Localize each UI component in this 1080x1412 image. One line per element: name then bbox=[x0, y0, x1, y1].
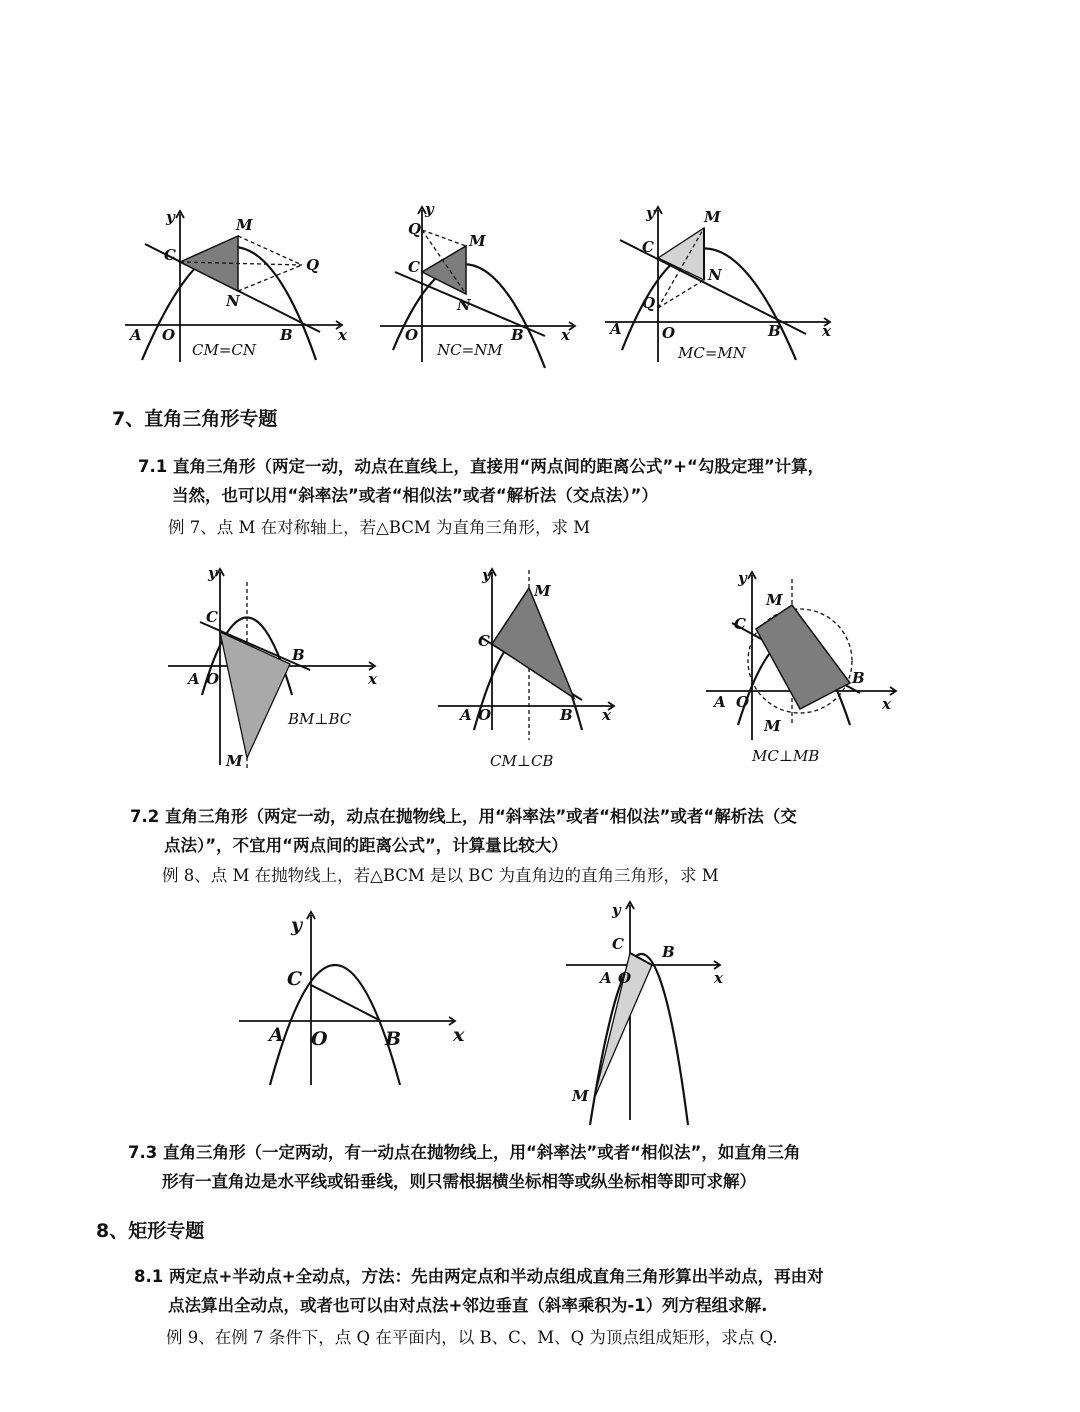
label-b: B bbox=[662, 943, 675, 961]
label-x: x bbox=[714, 969, 723, 987]
figure-cm-equals-cn bbox=[120, 200, 350, 370]
section-8-heading: 8、矩形专题 bbox=[96, 1220, 205, 1242]
label-o: O bbox=[618, 969, 632, 987]
shaded-triangle-bcm bbox=[220, 632, 290, 758]
label-m: M bbox=[534, 582, 551, 600]
paragraph-line: 7.1 直角三角形（两定一动，动点在直线上，直接用“两点间的距离公式”+“勾股定理”计算， bbox=[138, 457, 825, 476]
label-c: C bbox=[206, 608, 218, 626]
figure-caption: MC⊥MB bbox=[752, 747, 820, 765]
label-y: y bbox=[646, 204, 655, 222]
label-y: y bbox=[738, 569, 747, 587]
label-y: y bbox=[291, 914, 303, 936]
label-m: M bbox=[469, 232, 486, 250]
label-b: B bbox=[280, 326, 293, 344]
section-7-heading: 7、直角三角形专题 bbox=[112, 408, 278, 430]
paragraph-line: 7.3 直角三角形（一定两动，有一动点在抛物线上，用“斜率法”或者“相似法”，如直角三角 bbox=[128, 1143, 801, 1162]
label-m: M bbox=[704, 208, 721, 226]
label-x: x bbox=[822, 322, 831, 340]
label-q: Q bbox=[408, 220, 422, 238]
paragraph-line: 8.1 两定点+半动点+全动点，方法：先由两定点和半动点组成直角三角形算出半动点，再由对 bbox=[134, 1267, 824, 1286]
label-c: C bbox=[642, 238, 654, 256]
label-a: A bbox=[188, 670, 200, 688]
label-x: x bbox=[368, 670, 377, 688]
label-o: O bbox=[405, 326, 419, 344]
label-b: B bbox=[852, 669, 865, 687]
figure-mc-equals-mn bbox=[600, 200, 840, 370]
figure-example-8-a bbox=[235, 905, 485, 1095]
figure-caption: CM⊥CB bbox=[490, 752, 554, 770]
label-c: C bbox=[734, 615, 746, 633]
label-o: O bbox=[206, 670, 220, 688]
label-c: C bbox=[612, 935, 624, 953]
label-y: y bbox=[166, 208, 175, 226]
example-8: 例 8、点 M 在抛物线上，若△BCM 是以 BC 为直角边的直角三角形，求 M bbox=[162, 866, 719, 885]
paragraph-line: 形有一直角边是水平线或铅垂线，则只需根据横坐标相等或纵坐标相等即可求解） bbox=[162, 1172, 756, 1191]
label-b: B bbox=[511, 326, 524, 344]
label-c: C bbox=[478, 632, 490, 650]
label-c: C bbox=[408, 258, 420, 276]
label-o: O bbox=[662, 324, 676, 342]
paragraph-7-1 bbox=[138, 452, 1038, 510]
figure-mc-perp-mb bbox=[700, 565, 910, 775]
paragraph-7-2 bbox=[130, 802, 1050, 860]
label-m-top: M bbox=[766, 591, 783, 609]
paragraph-8-1 bbox=[134, 1262, 1054, 1320]
label-q: Q bbox=[642, 294, 656, 312]
label-m: M bbox=[572, 1087, 589, 1105]
label-q: Q bbox=[306, 256, 320, 274]
label-c: C bbox=[164, 246, 176, 264]
label-a: A bbox=[460, 706, 472, 724]
paragraph-7-3 bbox=[128, 1138, 1048, 1196]
label-b: B bbox=[292, 646, 305, 664]
label-n: N bbox=[708, 266, 722, 284]
paragraph-line: 点法）”，不宜用“两点间的距离公式”，计算量比较大） bbox=[164, 836, 568, 855]
paragraph-line: 点法算出全动点，或者也可以由对点法+邻边垂直（斜率乘积为-1）列方程组求解. bbox=[168, 1296, 768, 1315]
label-a: A bbox=[130, 326, 142, 344]
figure-nc-equals-nm bbox=[375, 200, 590, 370]
label-m-bottom: M bbox=[764, 717, 781, 735]
label-b: B bbox=[560, 706, 573, 724]
paragraph-line: 当然，也可以用“斜率法”或者“相似法”或者“解析法（交点法）”） bbox=[172, 486, 658, 505]
figure-caption: BM⊥BC bbox=[288, 710, 352, 728]
label-y: y bbox=[612, 901, 621, 919]
shaded-triangle-bcm bbox=[492, 588, 574, 698]
label-x: x bbox=[561, 326, 570, 344]
label-a: A bbox=[269, 1024, 284, 1046]
figure-example-8-b bbox=[560, 895, 740, 1125]
shaded-rectangle bbox=[756, 605, 850, 709]
label-n: N bbox=[226, 292, 240, 310]
figure-caption: MC=MN bbox=[678, 344, 746, 362]
figure-cm-perp-cb bbox=[432, 560, 632, 775]
label-y: y bbox=[425, 200, 434, 218]
label-o: O bbox=[311, 1028, 328, 1050]
label-c: C bbox=[287, 968, 303, 990]
label-o: O bbox=[478, 706, 492, 724]
example-7: 例 7、点 M 在对称轴上，若△BCM 为直角三角形，求 M bbox=[168, 518, 591, 537]
label-a: A bbox=[600, 969, 612, 987]
label-x: x bbox=[453, 1024, 465, 1046]
paragraph-line: 7.2 直角三角形（两定一动，动点在抛物线上，用“斜率法”或者“相似法”或者“解析法（交 bbox=[130, 807, 797, 826]
label-b: B bbox=[385, 1028, 402, 1050]
label-x: x bbox=[882, 695, 891, 713]
label-m: M bbox=[226, 752, 243, 770]
label-o: O bbox=[162, 326, 176, 344]
figure-bm-perp-bc bbox=[160, 560, 390, 775]
label-y: y bbox=[482, 566, 491, 584]
figure-caption: NC=NM bbox=[437, 341, 503, 359]
example-9: 例 9、在例 7 条件下，点 Q 在平面内，以 B、C、M、Q 为顶点组成矩形，求点 Q. bbox=[166, 1328, 778, 1347]
label-x: x bbox=[338, 326, 347, 344]
label-a: A bbox=[714, 693, 726, 711]
label-y: y bbox=[208, 564, 217, 582]
label-n: N bbox=[457, 296, 471, 314]
label-o: O bbox=[736, 693, 750, 711]
label-a: A bbox=[610, 320, 622, 338]
label-x: x bbox=[602, 706, 611, 724]
label-b: B bbox=[768, 322, 781, 340]
figure-caption: CM=CN bbox=[192, 341, 257, 359]
label-m: M bbox=[236, 216, 253, 234]
